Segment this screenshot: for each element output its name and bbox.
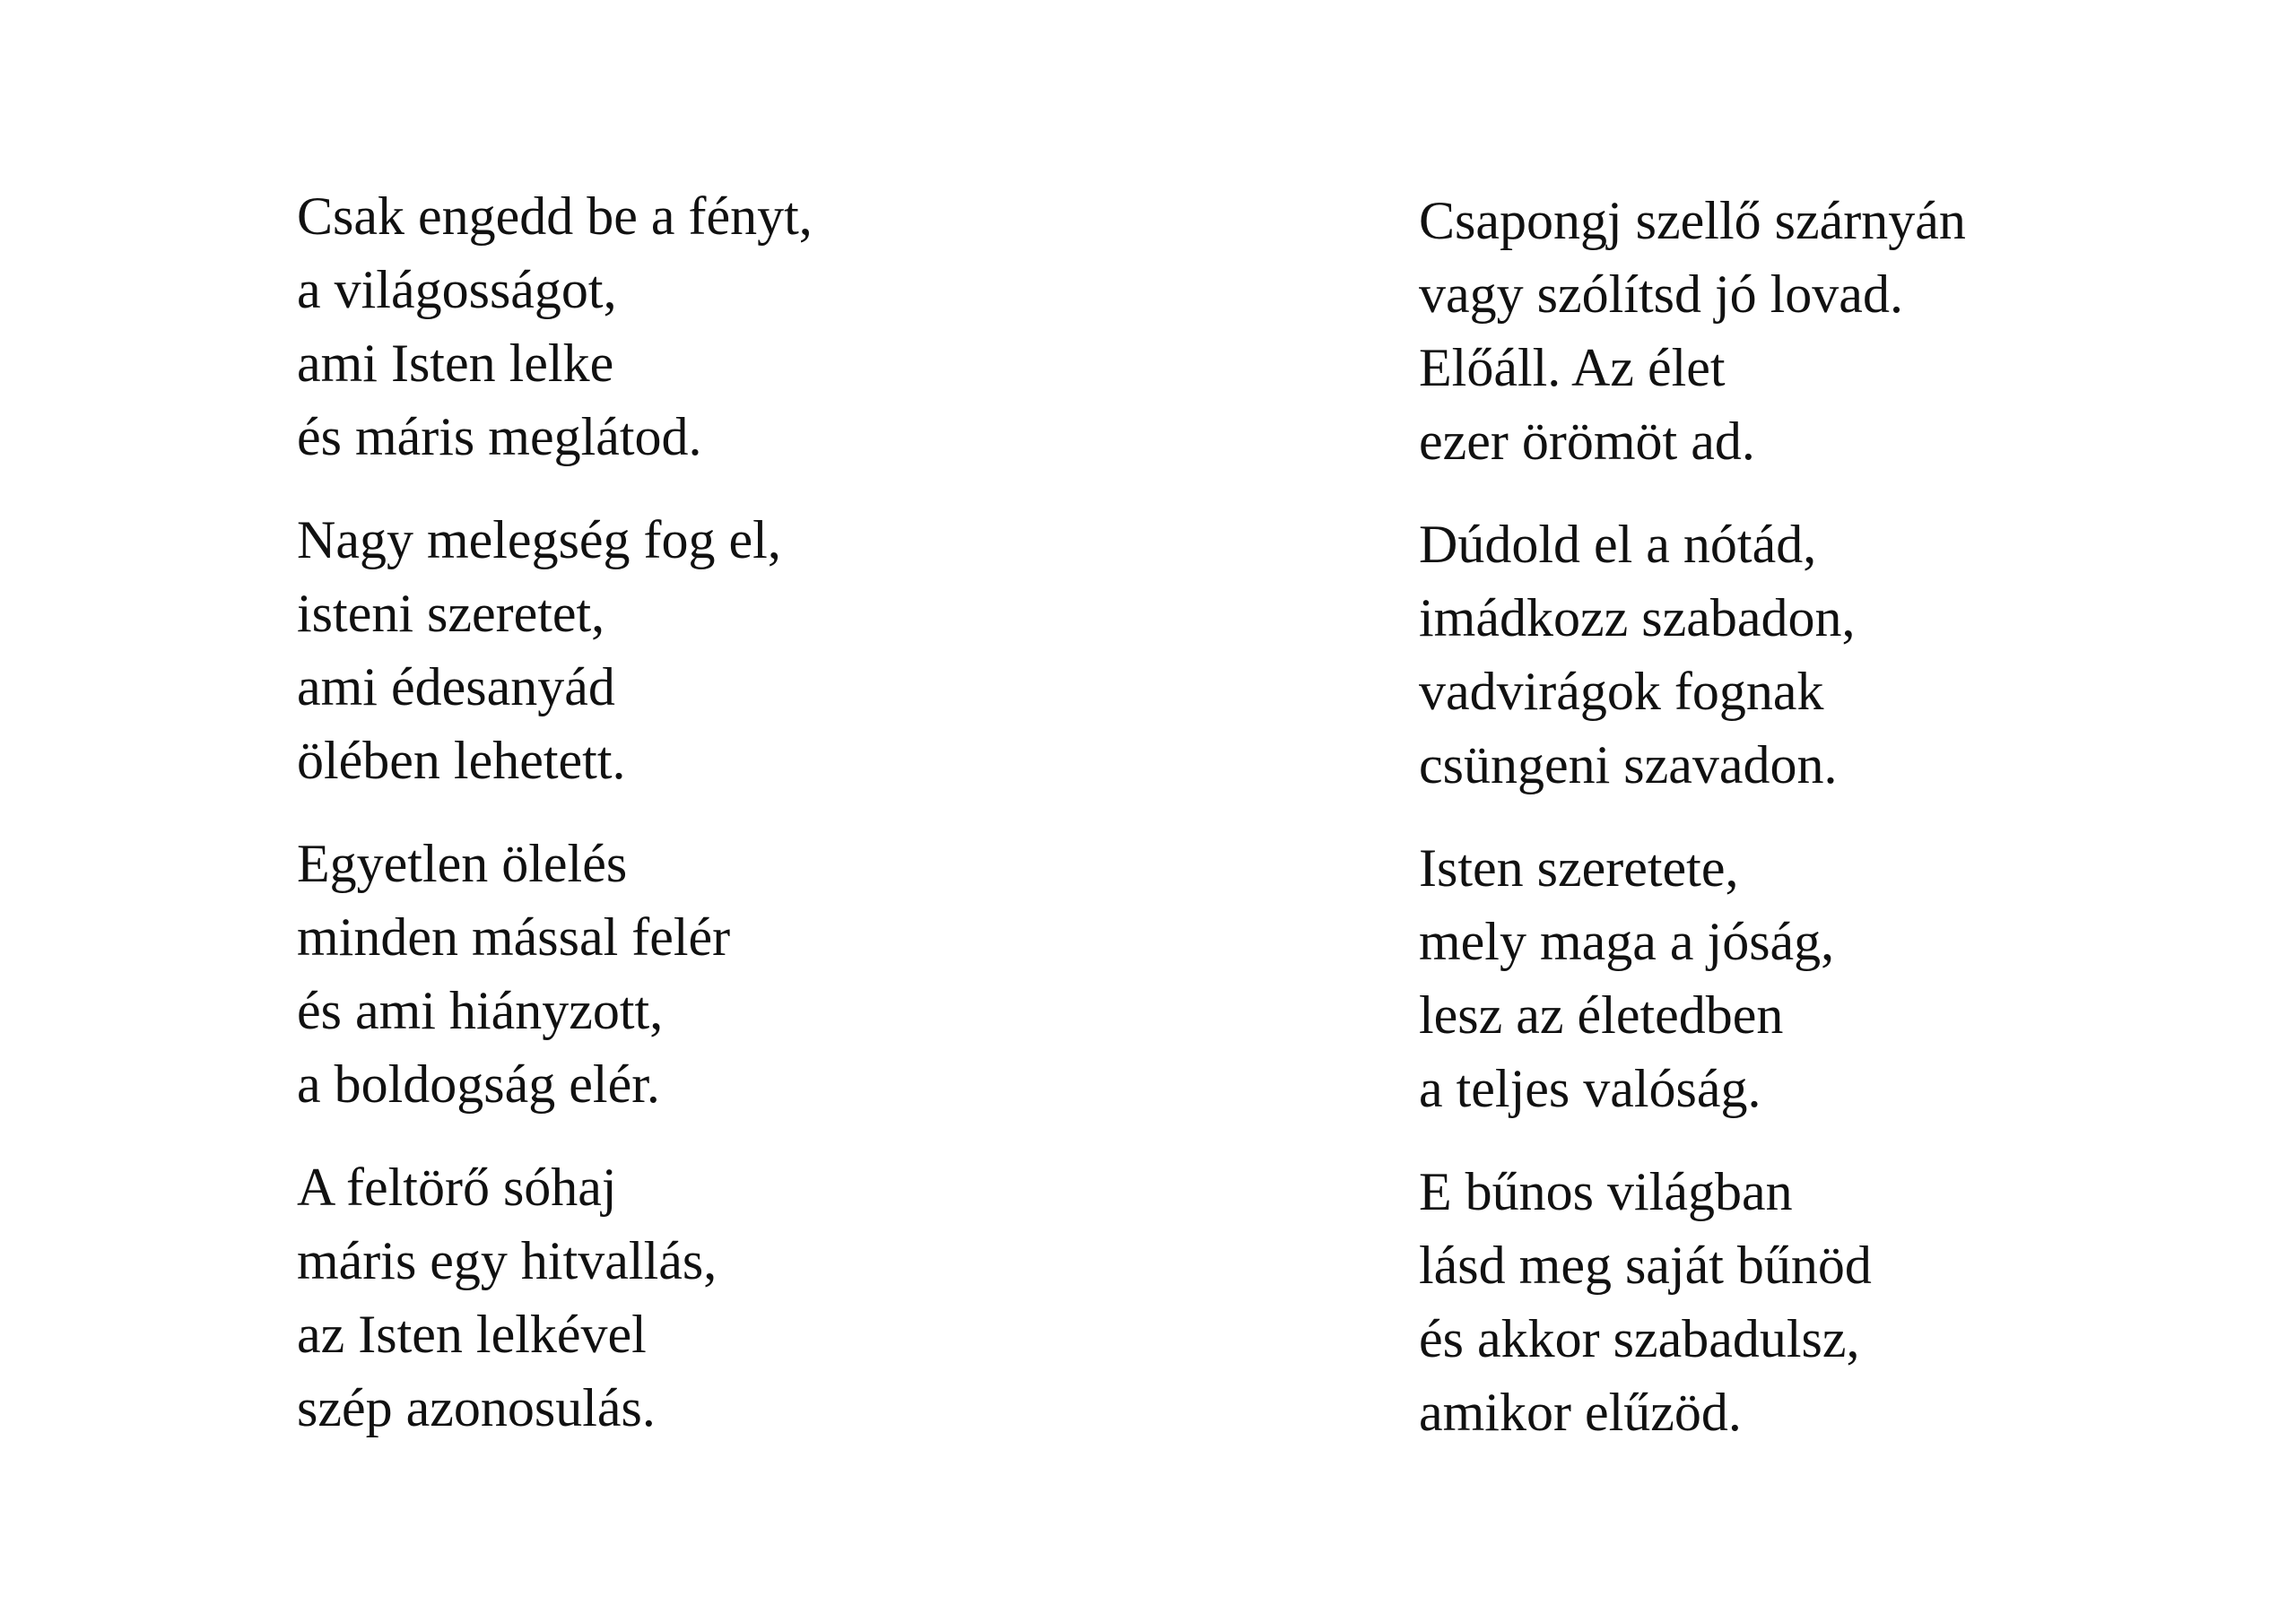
stanza-6 bbox=[1419, 508, 2226, 802]
poem-line: a teljes valóság. bbox=[1419, 1059, 1761, 1118]
poem-line: vadvirágok fognak bbox=[1419, 662, 1824, 721]
stanza-4 bbox=[297, 1150, 1104, 1445]
stanza-5 bbox=[1419, 184, 2226, 478]
poem-line: Nagy melegség fog el, bbox=[297, 510, 781, 569]
poem-line: lásd meg saját bűnöd bbox=[1419, 1236, 1872, 1295]
stanza-2 bbox=[297, 503, 1104, 797]
poem-line: Előáll. Az élet bbox=[1419, 338, 1726, 397]
poem-left-column bbox=[297, 179, 1104, 1474]
poem-line: a világosságot, bbox=[297, 260, 617, 319]
poem-line: Csak engedd be a fényt, bbox=[297, 187, 813, 246]
poem-line: mely maga a jóság, bbox=[1419, 912, 1835, 971]
poem-line: ezer örömöt ad. bbox=[1419, 412, 1755, 471]
poem-line: Isten szeretete, bbox=[1419, 838, 1739, 898]
poem-line: és máris meglátod. bbox=[297, 407, 702, 466]
poem-right-column bbox=[1419, 184, 2226, 1479]
poem-line: isteni szeretet, bbox=[297, 584, 605, 643]
poem-line: és akkor szabadulsz, bbox=[1419, 1309, 1860, 1368]
poem-line: imádkozz szabadon, bbox=[1419, 588, 1856, 647]
poem-line: A feltörő sóhaj bbox=[297, 1158, 617, 1217]
poem-line: ölében lehetett. bbox=[297, 731, 626, 790]
poem-line: Egyetlen ölelés bbox=[297, 834, 628, 893]
poem-line: az Isten lelkével bbox=[297, 1305, 647, 1364]
stanza-8 bbox=[1419, 1155, 2226, 1449]
poem-line: lesz az életedben bbox=[1419, 985, 1784, 1045]
poem-line: ami édesanyád bbox=[297, 657, 615, 716]
poem-line: máris egy hitvallás, bbox=[297, 1231, 718, 1290]
stanza-3 bbox=[297, 827, 1104, 1121]
poem-line: Dúdold el a nótád, bbox=[1419, 515, 1817, 574]
poem-line: ami Isten lelke bbox=[297, 334, 614, 393]
poem-line: Csapongj szellő szárnyán bbox=[1419, 191, 1966, 250]
stanza-7 bbox=[1419, 831, 2226, 1125]
poem-line: E bűnos világban bbox=[1419, 1162, 1793, 1221]
poem-line: csüngeni szavadon. bbox=[1419, 735, 1838, 794]
poem-line: vagy szólítsd jó lovad. bbox=[1419, 265, 1903, 324]
stanza-1 bbox=[297, 179, 1104, 473]
poem-line: amikor elűzöd. bbox=[1419, 1383, 1742, 1442]
poem-line: és ami hiányzott, bbox=[297, 981, 664, 1040]
poem-line: minden mással felér bbox=[297, 907, 731, 967]
poem-line: szép azonosulás. bbox=[297, 1378, 656, 1437]
poem-line: a boldogság elér. bbox=[297, 1055, 660, 1114]
